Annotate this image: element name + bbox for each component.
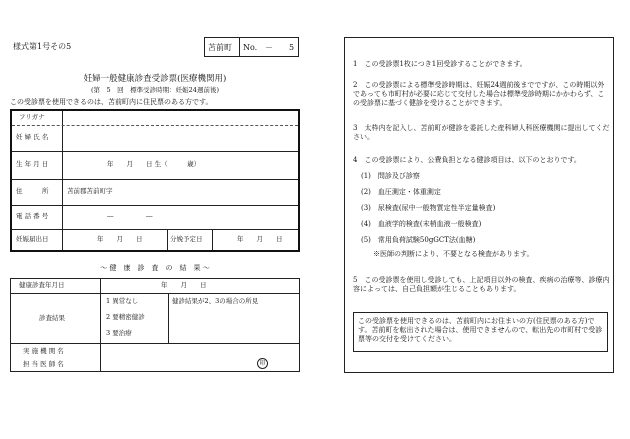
- patient-info-table: [10, 109, 300, 252]
- exam-date-label: 健康診査年月日: [19, 281, 65, 289]
- sub-item-2: (2) 血圧測定・体重測定: [361, 188, 441, 196]
- birth-label: 生 年 月 日: [16, 160, 49, 168]
- address-label: 住 所: [16, 187, 49, 195]
- pregnancy-date-label: 妊娠届出日: [16, 235, 49, 243]
- form-subtitle: (第 5 回 標準受診時期：妊娠24週前後): [91, 86, 219, 94]
- birth-value: 年 月 日 生（ 歳）: [107, 160, 201, 168]
- form-title: 妊婦一般健康診査受診票(医療機関用): [83, 74, 227, 84]
- instruction-2: 2 この受診票による標準受診時期は、妊娠24週前後までですが、この時期以外であっても市町村が必要に応じて交付した場合は標準受診時期にかかわらず、この受診票に基づく健診を受けることができます。: [353, 81, 605, 107]
- phone-label: 電 話 番 号: [16, 212, 49, 220]
- no-value: － 5: [265, 43, 295, 52]
- form-number: 様式第1号その5: [13, 42, 72, 51]
- residency-notice-text: この受診票を使用できるのは、苫前町内にお住まいの方(住民票のある方)です。苫前町を転出された場合は、使用できませんので、転出先の市町村で受診票等の交付を受けてください。: [358, 317, 603, 343]
- name-label: 妊 婦 氏 名: [16, 133, 49, 141]
- no-label: No.: [243, 43, 258, 52]
- sub-item-1: (1) 問診及び診察: [361, 172, 420, 180]
- due-date-value: 年 月 日: [237, 235, 283, 243]
- result-label: 診査結果: [39, 314, 65, 322]
- phone-value: ― ―: [107, 212, 153, 220]
- town-label: 苫前町: [208, 43, 232, 52]
- due-date-label: 分娩予定日: [170, 235, 203, 243]
- results-table: [10, 278, 300, 372]
- instruction-5: 5 この受診票を使用し受診しても、上記項目以外の検査、疾病の治療等、診療内容によっては、自己負担額が生じることもあります。: [353, 276, 610, 293]
- result-option-3: 3 要治療: [106, 329, 132, 337]
- address-value: 苫前郡苫前町字: [67, 187, 113, 195]
- result-option-1: 1 異常なし: [106, 297, 139, 305]
- seal-icon: 印: [257, 358, 268, 369]
- findings-label: 健診結果が2、3の場合の所見: [172, 297, 259, 305]
- exam-date-value: 年 月 日: [161, 281, 207, 289]
- result-option-2: 2 要精密健診: [106, 313, 145, 321]
- sub-item-3: (3) 尿検査(尿中一般物質定性半定量検査): [361, 204, 496, 212]
- results-heading: ～ 健 康 診 査 の 結 果 ～: [100, 264, 210, 272]
- doctor-label: 担 当 医 師 名: [23, 360, 64, 368]
- residency-notice-box: [353, 312, 608, 352]
- instruction-4: 4 この受診票により、公費負担となる健診項目は、以下のとおりです。: [353, 156, 581, 164]
- pregnancy-date-value: 年 月 日: [97, 235, 143, 243]
- instruction-3: 3 太枠内を記入し、苫前町が健診を委託した産科婦人科医療機関に提出してください。: [353, 124, 610, 141]
- note-text: ※医師の判断により、不要となる検査があります。: [373, 250, 534, 258]
- sub-item-5: (5) 常用負荷試験50gGCT法(血糖): [361, 236, 476, 244]
- number-box: [204, 37, 299, 57]
- notice-text: この受診票を使用できるのは、苫前町内に住民票のある方です。: [10, 98, 213, 106]
- institution-label: 実 施 機 関 名: [23, 347, 64, 355]
- instruction-1: 1 この受診票1枚につき1回受診することができます。: [353, 60, 527, 68]
- sub-item-4: (4) 血液学的検査(末梢血液一般検査): [361, 220, 482, 228]
- instructions-panel: [344, 37, 614, 373]
- furigana-label: フリガナ: [19, 113, 45, 121]
